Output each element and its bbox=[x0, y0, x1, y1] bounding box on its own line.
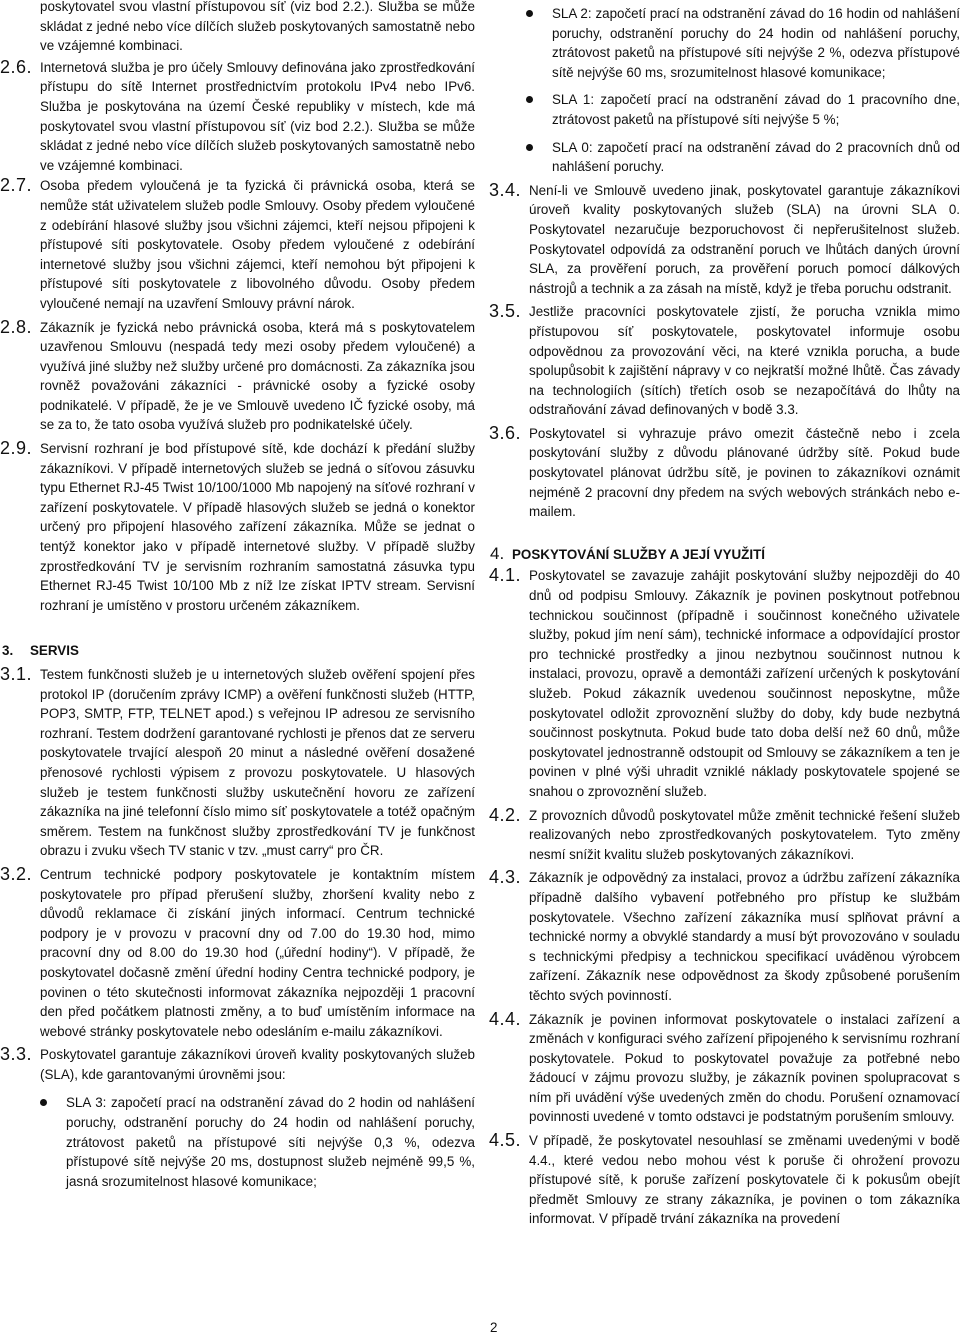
sla-1-item bbox=[489, 90, 960, 129]
section-text: Poskytovatel si vyhrazuje právo omezit částečně nebo i zcela poskytování služby z důvodu plánované údržby sítě. Pokud bude poskytovatel plánovat údržbu sítě, je povinen to zákazníkovi oznámit nejméně 2 pracovní dny předem na svých webových stránkách nebo e-mailem. bbox=[529, 425, 960, 520]
section-3-4 bbox=[489, 181, 960, 299]
page-number: 2 bbox=[490, 1320, 498, 1335]
section-3-3 bbox=[0, 1045, 475, 1084]
section-3-6 bbox=[489, 424, 960, 522]
section-text: Není-li ve Smlouvě uvedeno jinak, poskytovatel garantuje zákazníkovi úroveň kvality poskytovaných služeb (SLA) na úrovni SLA 0. Poskytovatel nezaručuje bezporuchovost či nepřerušitelnost služeb. Poskytovatel odpovídá za odstranění poruch ve lhůtách daných úrovní SLA, za prověření poruch, za prověření poruch pomocí dálkových nástrojů a technik a za zásah na místě, když je třeba poruchu odstranit. bbox=[529, 182, 960, 296]
section-text: Centrum technické podpory poskytovatele je kontaktním místem poskytovatele pro případ přerušení služby, zhoršení kvality nebo z důvodů reklamace či získání jiných informací. Centrum technické podpory je v provozu v pracovní dny od 7.00 do 19.30 hod, mimo pracovní dny od 8.00 do 19.30 hod („úřední hodiny“). V případě, že poskytovatel dočasně změní úřední hodiny Centra technické podpory, je povinen o této skutečnosti informovat zákazníka nejpozději 1 pracovní den před počátkem platnosti změny, a to buď umístěním informace na webové stránky poskytovatele nebo odesláním e-mailu zákazníkovi. bbox=[40, 866, 475, 1039]
heading-number: 4. bbox=[490, 543, 505, 563]
section-text: Zákazník je odpovědný za instalaci, provoz a údržbu zařízení zákazníka případně dalšího vybavení potřebného pro přístup ke službám poskytovatele. Všechno zařízení zákazníka musí splňovat právní a technické normy a obvyklé standardy a musí být provozováno v souladu s technickými předpisy a technickou specifikací uváděnou výrobcem zařízení. Zákazník nese odpovědnost za škody způsobené porušením těchto svých povinností. bbox=[529, 870, 960, 1003]
section-number: 3.5. bbox=[489, 301, 522, 322]
left-column bbox=[0, 0, 475, 1191]
section-number: 3.3. bbox=[0, 1044, 33, 1065]
bullet-icon bbox=[526, 96, 533, 103]
section-text: Osoba předem vyloučená je ta fyzická či právnická osoba, která se nemůže stát uživatelem služeb podle Smlouvy. Osoby předem vyloučené z odebírání hlasové služby jsou všichni zájemci, kteří nejsou připojeni k přístupové síti poskytovatele. Osoby předem vyloučené z odebírání internetové služby jsou všichni zájemci, kteří nemohou být připojeni k přístupové síti poskytovatele z libovolného důvodu. Osoby předem vyloučené nemají na uzavření Smlouvy právní nárok. bbox=[40, 178, 475, 311]
section-4-4 bbox=[489, 1010, 960, 1128]
section-2-7 bbox=[0, 176, 475, 313]
section-text: Poskytovatel garantuje zákazníkovi úroveň kvality poskytovaných služeb (SLA), kde garantovanými úrovněmi jsou: bbox=[40, 1047, 475, 1082]
bullet-icon bbox=[40, 1099, 47, 1106]
section-number: 4.4. bbox=[489, 1008, 522, 1029]
section-text: Poskytovatel se zavazuje zahájit poskytování služby nejpozději do 40 dnů od podpisu Smlouvy. Zákazník je povinen poskytnout potřebnou technickou součinnost (případně i součinnost konečného uživatele služby, pokud jím není sám), technické informace a odpovídající prostor pro technické prostředky a jinou nezbytnou součinnost nutnou k instalaci, provozu, opravě a demontáži zařízení určených k poskytování služeb. Pokud zákazník uvedenou součinnost neposkytne, může poskytovatel odložit zprovoznění služby do doby, kdy bude nezbytná součinnost poskytnuta. Pokud bude tato doba delší než 60 dnů, může poskytovatel jednostranně odstoupit od Smlouvy se zákazníkem a ten je povinen v plné výši uhradit vzniklé náklady poskytovatele spojené se snahou o zprovoznění služeb. bbox=[529, 568, 960, 799]
section-text: V případě, že poskytovatel nesouhlasí se změnami uvedenými v bodě 4.4., které vedou nebo mohou vést k poruše či ohrožení provozu přístupové sítě, k poruše zařízení poskytovatele či k pokusům obejít předmět Smlouvy ze strany zákazníka, je povinen o tom zákazníka informovat. V případě trvání zákazníka na provedení bbox=[529, 1133, 960, 1227]
right-column bbox=[489, 0, 960, 1229]
section-number: 2.6. bbox=[0, 56, 33, 77]
bullet-icon bbox=[526, 10, 533, 17]
section-text: Testem funkčnosti služeb je u internetových služeb ověření spojení přes protokol IP (doručením zprávy ICMP) a ověření funkčnosti služeb (HTTP, POP3, SMTP, FTP, TELNET apod.) s veřejnou IP adresou ze servisního rozhraní. Testem dodržení garantované rychlosti je přenos dat ze serveru poskytovatele trvající alespoň 20 minut a následné ověření dosažené přenosové rychlosti výpisem z provozu poskytovatele. U hlasových služeb je testem funkčnosti služby uskutečnění hovoru ze zařízení zákazníka na jiné telefonní číslo mimo síť poskytovatele a totéž opačným směrem. Testem na funkčnost služby zprostředkování TV je funkčnost obrazu i zvuku všech TV stanic v tzv. „must carry“ pro ČR. bbox=[40, 667, 475, 859]
section-text: Z provozních důvodů poskytovatel může změnit technické řešení služeb realizovaných nebo zprostředkovaných poskytovatelem. Tyto změny nesmí snížit kvalitu služeb poskytovaných zákazníkovi. bbox=[529, 807, 960, 862]
sla-text: SLA 0: započetí prací na odstranění závad do 2 pracovních dnů od nahlášení poruchy. bbox=[552, 139, 960, 175]
sla-text: SLA 2: započetí prací na odstranění závad do 16 hodin od nahlášení poruchy, odstranění poruchy do 24 hodin od nahlášení poruchy, ztrátovost paketů na přístupové síti nejvýše 2 %, odezva přístupové sítě nejvýše 60 ms, srozumitelnost hlasové komunikace; bbox=[552, 6, 960, 80]
section-number: 4.2. bbox=[489, 804, 522, 825]
section-number: 4.1. bbox=[489, 565, 522, 586]
sla-2-item bbox=[489, 4, 960, 82]
heading-number: 3. bbox=[2, 643, 14, 659]
section-number: 2.7. bbox=[0, 175, 33, 196]
section-2-9 bbox=[0, 439, 475, 615]
section-4-3 bbox=[489, 868, 960, 1005]
section-4-5 bbox=[489, 1131, 960, 1229]
heading-4 bbox=[489, 544, 960, 565]
section-number: 3.1. bbox=[0, 664, 33, 684]
section-text: Jestliže pracovníci poskytovatele zjistí, že porucha vznikla mimo přístupovou síť poskytovatele, poskytovatel informuje osobu odpovědnou za provozování věci, na které vznikla porucha, a bude spolupůsobit k zajištění nápravy v co nejkratší možné lhůtě. Čas závady na technologiích (sítích) třetích osob se nezapočítává do lhůty na odstraňování závad definovaných v bodě 3.3. bbox=[529, 304, 960, 418]
heading-3 bbox=[0, 641, 475, 661]
section-number: 2.9. bbox=[0, 438, 33, 459]
section-number: 3.2. bbox=[0, 863, 33, 884]
sla-text: SLA 1: započetí prací na odstranění závad do 1 pracovního dne, ztrátovost paketů na přístupové síti nejvýše 5 %; bbox=[552, 92, 960, 127]
heading-title: POSKYTOVÁNÍ SLUŽBY A JEJÍ VYUŽITÍ bbox=[512, 546, 765, 562]
section-3-1 bbox=[0, 665, 475, 861]
intro-paragraph: poskytovatel svou vlastní přístupovou síť (viz bod 2.2.). Služba se může skládat z jedné nebo více dílčích služeb poskytovaných samostatně nebo ve vzájemné kombinaci. bbox=[40, 0, 475, 54]
section-number: 4.3. bbox=[489, 867, 522, 888]
section-text: Internetová služba je pro účely Smlouvy definována jako zprostředkování přístupu do sítě Internet prostřednictvím protokolu IPv4 nebo IPv6. Služba je poskytována na území České republiky v místech, kde má poskytovatel svou vlastní přístupovou síť (viz bod 2.2.). Služba se může skládat z jedné nebo více dílčích služeb poskytovaných samostatně nebo ve vzájemné kombinaci. bbox=[40, 59, 475, 173]
section-4-1 bbox=[489, 566, 960, 801]
section-3-2 bbox=[0, 865, 475, 1041]
section-number: 3.4. bbox=[489, 179, 522, 200]
bullet-icon bbox=[526, 144, 533, 151]
section-number: 4.5. bbox=[489, 1130, 522, 1151]
section-number: 3.6. bbox=[489, 422, 522, 443]
section-text: Zákazník je fyzická nebo právnická osoba, která má s poskytovatelem uzavřenou Smlouvu (nespadá tedy mezi osoby předem vyloučené) a využívá jiné služby než služby určené pro domácnosti. Za zákazníka jsou rovněž považováni zákazníci - právnické osoby a fyzické osoby podnikatelé. V případě, že je ve Smlouvě uvedeno IČ fyzické osoby, má se za to, že tato osoba využívá služeb pro podnikatelské účely. bbox=[40, 319, 475, 433]
sla-3-item bbox=[0, 1093, 475, 1191]
sla-text: SLA 3: započetí prací na odstranění závad do 2 hodin od nahlášení poruchy, odstranění poruchy do 24 hodin od nahlášení poruchy, ztrátovost paketů na přístupové síti nejvýše 0,3 %, odezva přístupové sítě nejvýše 20 ms, dostupnost služeb nejméně 99,5 %, jasná srozumitelnost hlasové komunikace; bbox=[66, 1095, 475, 1189]
section-number: 2.8. bbox=[0, 316, 33, 337]
sla-0-item bbox=[489, 138, 960, 177]
section-3-5 bbox=[489, 302, 960, 420]
section-2-8 bbox=[0, 318, 475, 436]
section-2-6 bbox=[0, 58, 475, 176]
heading-title: SERVIS bbox=[30, 643, 79, 659]
section-4-2 bbox=[489, 806, 960, 865]
section-text: Zákazník je povinen informovat poskytovatele o instalaci zařízení a změnách v konfiguraci svého zařízení připojeného k servisnímu rozhraní poskytovatele. Pokud to poskytovatel považuje za potřebné nebo žádoucí v zájmu provozu služby, je zákazník povinen spolupracovat s ním při uvádění výše uvedených změn do chodu. Porušení oznamovací povinnosti uvedené v tomto odstavci je podstatným porušením smlouvy. bbox=[529, 1011, 960, 1125]
section-text: Servisní rozhraní je bod přístupové sítě, kde dochází k předání služby zákazníkovi. V případě internetových služeb se jedná o síťovou zásuvku typu Ethernet RJ-45 Twist 10/100/1000 Mb napojený na síťové rozhraní v zařízení poskytovatele. V případě hlasových služeb se jedná o konektor určený pro připojení hlasového zařízení zákazníka. Může se jednat o tentýž konektor jako v případě internetové služby. V případě služby zprostředkování TV je servisním rozhraním samostatná zásuvka typu Ethernet RJ-45 Twist 10/100 Mb z níž lze získat IPTV stream. Servisní rozhraní je umístěno v prostoru určeném zákazníkem. bbox=[40, 441, 475, 613]
